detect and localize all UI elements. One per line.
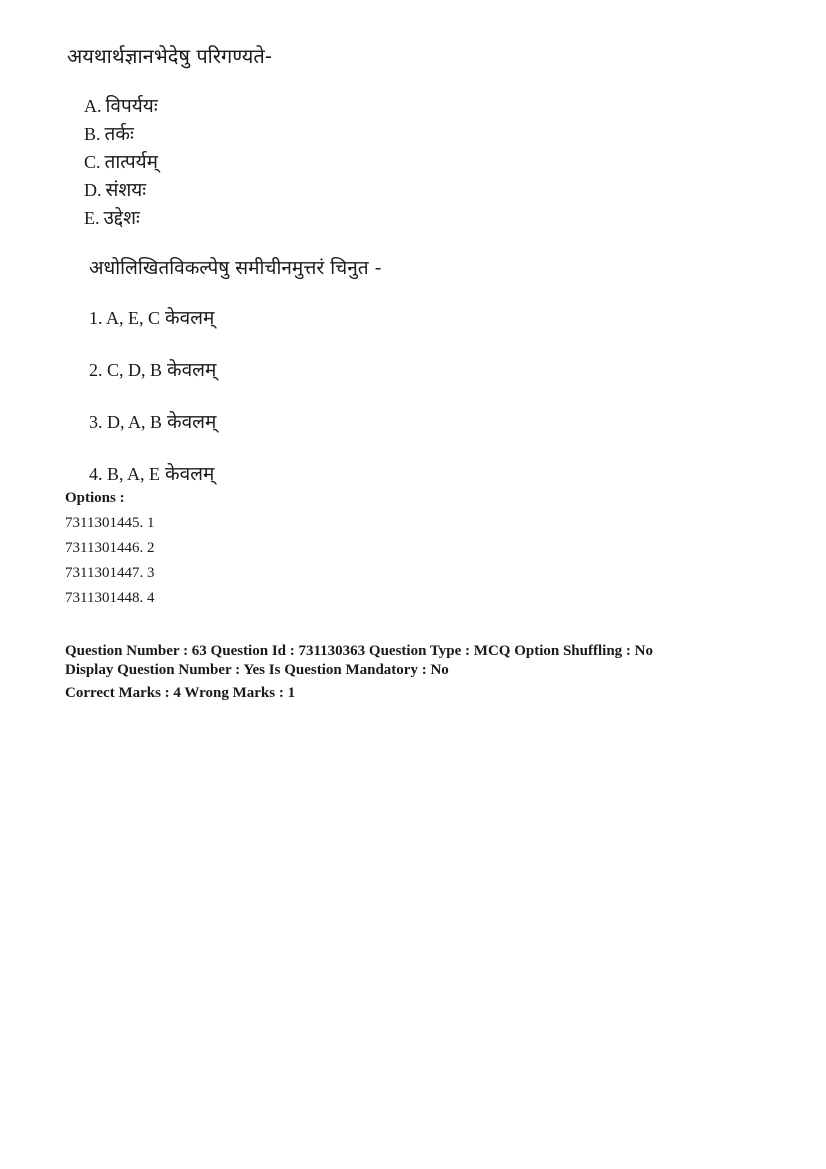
statement-d	[84, 176, 146, 202]
question-marks-line: Correct Marks : 4 Wrong Marks : 1	[65, 685, 296, 701]
choice-3	[89, 408, 216, 434]
statement-e	[84, 204, 140, 230]
option-id-4: 7311301448. 4	[65, 590, 155, 606]
choice-word: केवलम्	[167, 411, 217, 433]
statement-label: D.	[84, 180, 102, 200]
choice-4	[89, 460, 214, 486]
option-id-2: 7311301446. 2	[65, 540, 155, 556]
choice-letters: 3. D, A, B	[89, 412, 163, 432]
choice-letters: 1. A, E, C	[89, 308, 161, 328]
choice-2	[89, 356, 216, 382]
statement-label: B.	[84, 124, 101, 144]
statement-label: E.	[84, 208, 100, 228]
statement-label: A.	[84, 96, 102, 116]
choice-word: केवलम्	[167, 359, 217, 381]
statement-a	[84, 92, 158, 118]
choice-word: केवलम्	[165, 307, 215, 329]
statement-c	[84, 148, 158, 174]
statement-text: विपर्ययः	[105, 95, 158, 117]
choice-letters: 4. B, A, E	[89, 464, 161, 484]
question-text: अयथार्थज्ञानभेदेषु परिगण्यते-	[67, 44, 273, 68]
choice-word: केवलम्	[165, 463, 215, 485]
statement-text: संशयः	[105, 179, 147, 201]
statement-text: तर्कः	[104, 123, 134, 145]
statement-text: उद्देशः	[103, 207, 140, 229]
question-meta-line-2: Display Question Number : Yes Is Question Mandatory : No	[65, 662, 449, 678]
choice-letters: 2. C, D, B	[89, 360, 163, 380]
choice-1	[89, 304, 214, 330]
statement-text: तात्पर्यम्	[104, 151, 159, 173]
option-id-3: 7311301447. 3	[65, 565, 155, 581]
option-id-1: 7311301445. 1	[65, 515, 155, 531]
statement-label: C.	[84, 152, 101, 172]
instruction-text: अधोलिखितविकल्पेषु समीचीनमुत्तरं चिनुत -	[89, 257, 382, 279]
statement-b	[84, 120, 134, 146]
question-meta-line-1: Question Number : 63 Question Id : 731130363 Question Type : MCQ Option Shuffling : No	[65, 643, 653, 659]
options-heading: Options :	[65, 490, 125, 506]
